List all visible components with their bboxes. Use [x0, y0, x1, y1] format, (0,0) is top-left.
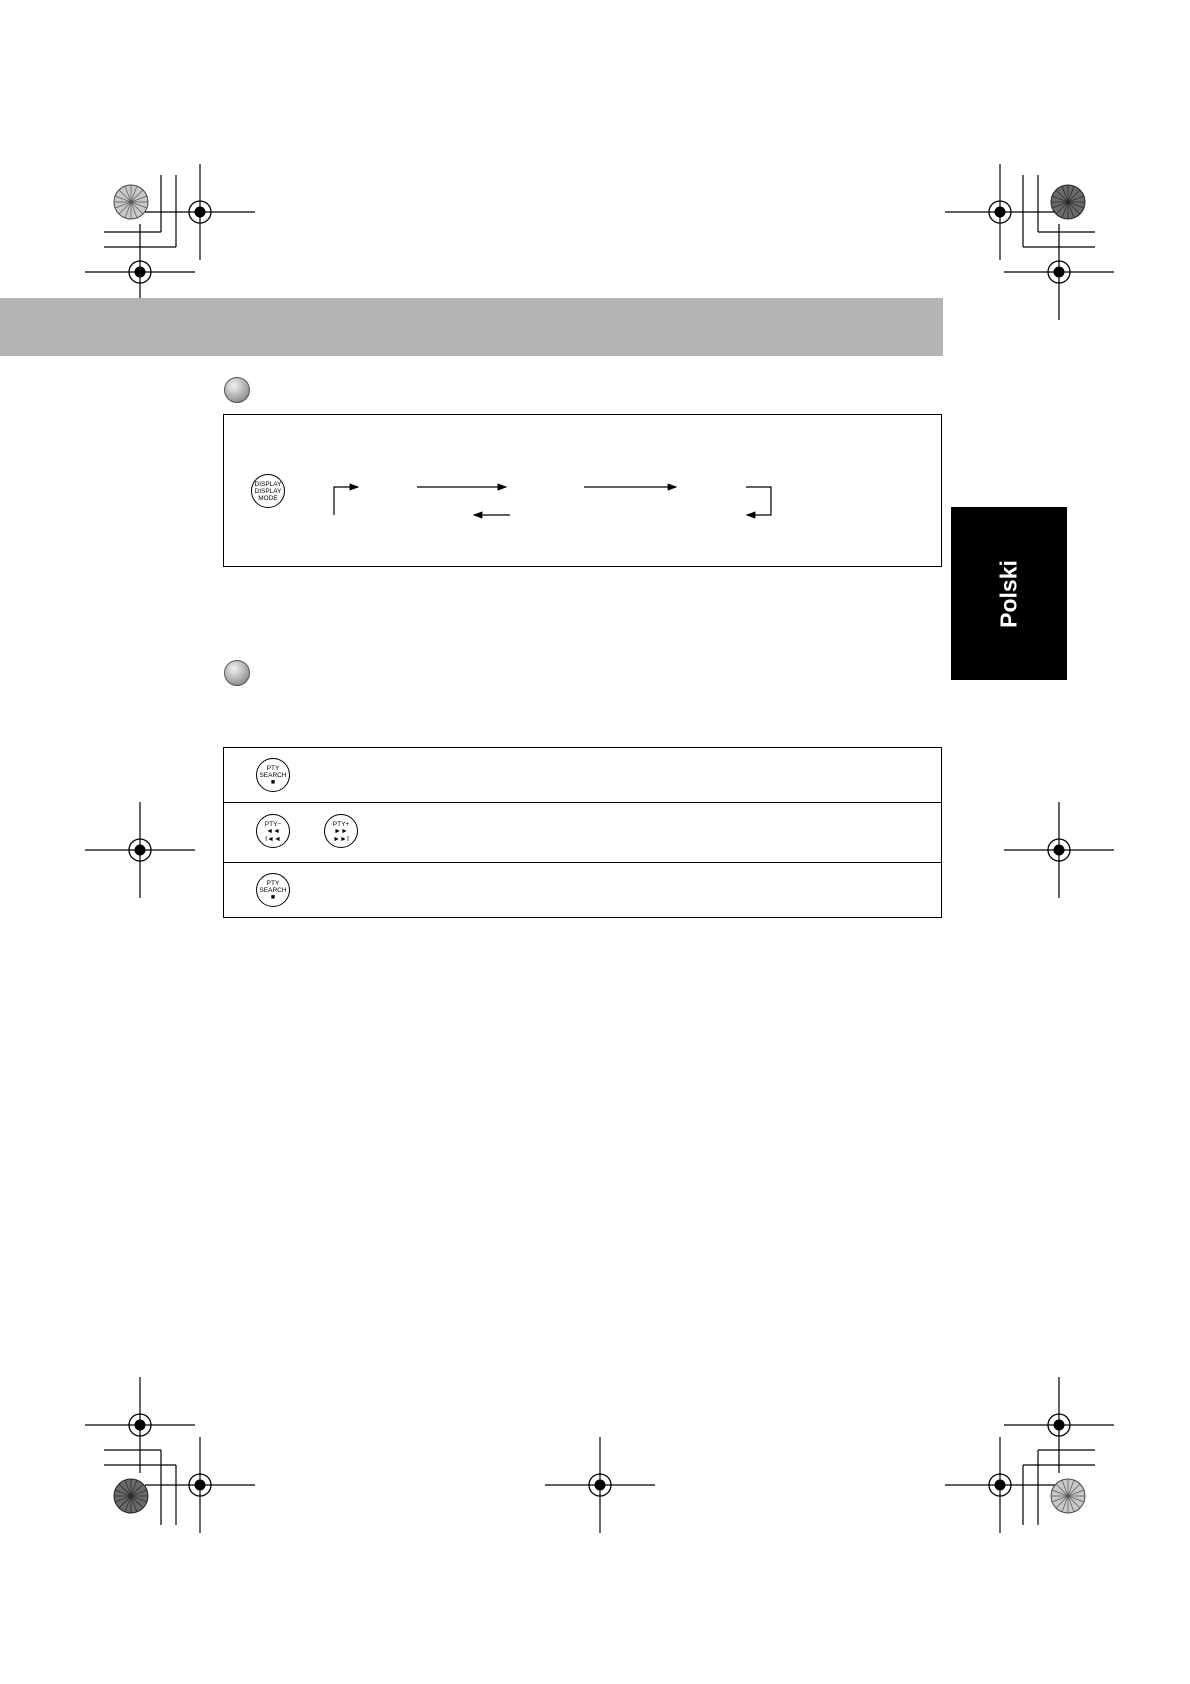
- starburst-icon: [1051, 1479, 1085, 1513]
- section-bullet-icon: [224, 377, 250, 403]
- arrow-icon: [334, 487, 358, 515]
- crosshair-icon: [1004, 802, 1114, 898]
- crosshair-icon: [1004, 224, 1114, 320]
- crosshair-icon: [85, 1377, 195, 1473]
- table-row: [224, 802, 941, 862]
- crosshair-icon: [85, 802, 195, 898]
- section-bullet-icon: [224, 660, 250, 686]
- crosshair-icon: [1004, 1377, 1114, 1473]
- language-tab: [951, 507, 1067, 680]
- pty-search-table: [223, 747, 942, 918]
- starburst-icon: [1051, 185, 1085, 219]
- pty-search-button: PTY SEARCH ■: [256, 873, 290, 907]
- pty-minus-button: PTY− ◄◄ I◄◄: [256, 814, 290, 848]
- header-band: [0, 298, 943, 356]
- crosshair-icon: [545, 1437, 655, 1533]
- pty-plus-button: PTY+ ►► ►►I: [324, 814, 358, 848]
- display-mode-button: DISPLAY DISPLAY MODE: [251, 474, 285, 508]
- display-mode-box: [223, 414, 942, 567]
- table-row: [224, 748, 941, 802]
- pty-search-button: PTY SEARCH ■: [256, 758, 290, 792]
- arrow-icon: [746, 487, 771, 515]
- language-tab-label: Polski: [995, 559, 1022, 628]
- display-cycle-arrows: [224, 415, 943, 568]
- starburst-icon: [114, 185, 148, 219]
- starburst-icon: [114, 1479, 148, 1513]
- table-row: [224, 862, 941, 917]
